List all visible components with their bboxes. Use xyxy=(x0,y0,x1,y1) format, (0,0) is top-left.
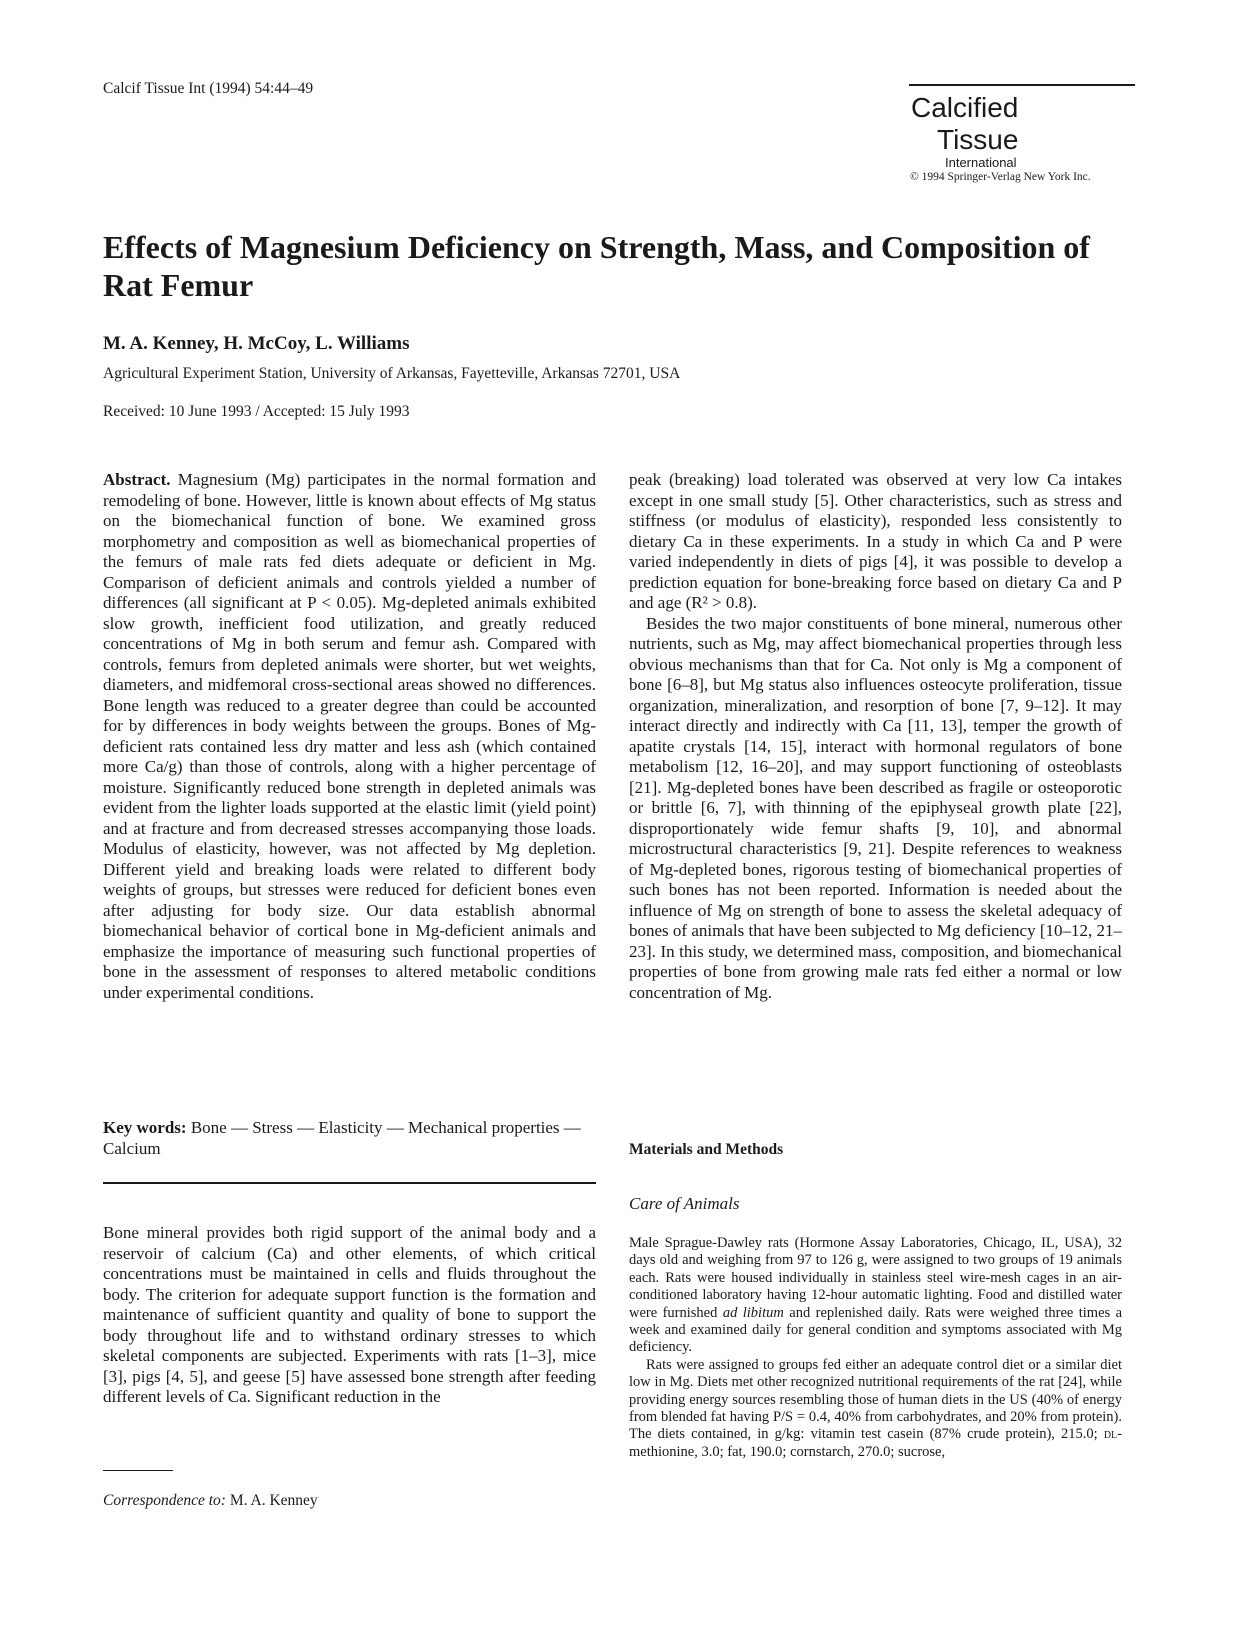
abstract-label: Abstract. xyxy=(103,470,171,489)
intro-continued-paragraph-1: peak (breaking) load tolerated was observed at very low Ca intakes except in one small study [5]. Other characteristics, such as stress and stiffness (or modulus of elasticity), responded less consistently to dietary Ca in these experiments. In a study in which Ca and P were varied independently in diets of pigs [4], it was possible to develop a prediction equation for bone-breaking force based on dietary Ca and P and age (R² > 0.8). xyxy=(629,470,1122,612)
methods-p1-text-a: Male Sprague-Dawley rats (Hormone Assay Laboratories, Chicago, IL, USA), 32 days old and weighing from 97 to 126 g, were assigned to two groups of 19 animals each. Rats were housed individually in stainless steel wire-mesh cages in an air-conditioned laboratory having 12-hour automatic lighting. Food and distilled water were furnished xyxy=(629,1235,1122,1321)
journal-name-calcified: Calcified xyxy=(911,92,1019,123)
journal-name-tissue: Tissue xyxy=(937,124,1019,155)
journal-name-international: International xyxy=(945,155,1017,170)
article-title: Effects of Magnesium Deficiency on Strength, Mass, and Composition of Rat Femur xyxy=(103,229,1090,303)
methods-paragraph-1 xyxy=(629,1235,1122,1357)
introduction-paragraph: Bone mineral provides both rigid support of the animal body and a reservoir of calcium (Ca) and other elements, of which critical concentrations must be maintained in cells and fluids throughout the body. The criterion for adequate support function is the formation and maintenance of sufficient quantity and quality of bone to support the body throughout life and to withstand ordinary stresses to which skeletal components are subjected. Experiments with rats [1–3], mice [3], pigs [4, 5], and geese [5] have assessed bone strength after feeding different levels of Ca. Significant reduction in the xyxy=(103,1223,596,1406)
keywords-label: Key words: xyxy=(103,1118,187,1137)
introduction-section xyxy=(103,1223,596,1408)
footnote-rule xyxy=(103,1470,173,1471)
received-accepted-dates: Received: 10 June 1993 / Accepted: 15 July 1993 xyxy=(103,403,410,420)
abstract-text: Magnesium (Mg) participates in the normal formation and remodeling of bone. However, little is known about effects of Mg status on the biomechanical function of bone. We examined gross morphometry and composition as well as biomechanical properties of the femurs of male rats fed diets adequate or deficient in Mg. Comparison of deficient animals and controls yielded a number of differences (all significant at P < 0.05). Mg-depleted animals exhibited slow growth, inefficient food utilization, and greatly reduced concentrations of Mg in both serum and femur ash. Compared with controls, femurs from depleted animals were shorter, but wet weights, diameters, and midfemoral cross-sectional areas showed no differences. Bone length was reduced to a greater degree than could be accounted for by differences in body weights between the groups. Bones of Mg-deficient rats contained less dry matter and less ash (which contained more Ca/g) than those of controls, along with a higher percentage of moisture. Significantly reduced bone strength in depleted animals was evident from the lighter loads supported at the elastic limit (yield point) and at fracture and from decreased stresses accompanying those loads. Modulus of elasticity, however, was not affected by Mg depletion. Different yield and breaking loads were related to different body weights of groups, but stresses were reduced for deficient bones even after adjusting for body size. Our data establish abnormal biomechanical behavior of cortical bone in Mg-deficient animals and emphasize the importance of measuring such functional properties of bone in the assessment of responses to altered metabolic conditions under experimental conditions. xyxy=(103,470,596,1002)
abstract-paragraph xyxy=(103,470,596,1003)
methods-p2-text-b: -methionine, 3.0; fat, 190.0; cornstarch, 270.0; sucrose, xyxy=(629,1426,1122,1460)
methods-p2-text-a: Rats were assigned to groups fed either an adequate control diet or a similar diet low in Mg. Diets met other recognized nutritional requirements of the rat [24], while providing energy sources resembling those of human diets in the US (40% of energy from blended fat having P/S = 0.4, 40% from carbohydrates, and 20% from protein). The diets contained, in g/kg: vitamin test casein (87% crude protein), 215.0; xyxy=(629,1356,1122,1443)
correspondence-footnote xyxy=(103,1492,318,1510)
subsection-heading-care-of-animals: Care of Animals xyxy=(629,1194,740,1213)
keywords-paragraph xyxy=(103,1118,596,1159)
methods-paragraph-2 xyxy=(629,1357,1122,1461)
author-list: M. A. Kenney, H. McCoy, L. Williams xyxy=(103,333,410,354)
journal-rule xyxy=(909,84,1135,86)
author-affiliation: Agricultural Experiment Station, University of Arkansas, Fayetteville, Arkansas 72701, USA xyxy=(103,365,681,382)
copyright-notice: © 1994 Springer-Verlag New York Inc. xyxy=(910,171,1091,183)
methods-p2-smallcaps: dl xyxy=(1103,1426,1118,1443)
methods-section xyxy=(629,1235,1122,1461)
abstract-section xyxy=(103,470,596,1003)
keywords-section xyxy=(103,1118,596,1159)
section-heading-materials-methods: Materials and Methods xyxy=(629,1141,784,1158)
abstract-divider xyxy=(103,1182,596,1184)
keywords-text: Bone — Stress — Elasticity — Mechanical properties — Calcium xyxy=(103,1118,581,1158)
correspondence-name: M. A. Kenney xyxy=(229,1492,318,1509)
journal-citation: Calcif Tissue Int (1994) 54:44–49 xyxy=(103,80,314,97)
methods-p1-text-b: and replenished daily. Rats were weighed three times a week and examined daily for general condition and symptoms associated with Mg deficiency. xyxy=(629,1304,1123,1356)
correspondence-label: Correspondence to: xyxy=(103,1492,226,1509)
introduction-continued xyxy=(629,470,1122,1003)
intro-continued-paragraph-2: Besides the two major constituents of bone mineral, numerous other nutrients, such as Mg, may affect biomechanical properties through less obvious mechanisms than that for Ca. Not only is Mg a component of bone [6–8], but Mg status also influences osteocyte proliferation, tissue organization, mineralization, and resorption of bone [7, 9–12]. It may interact directly and indirectly with Ca [11, 13], temper the growth of apatite crystals [14, 15], interact with hormonal regulators of bone metabolism [12, 16–20], and may support functioning of osteoblasts [21]. Mg-depleted bones have been described as fragile or osteoporotic or brittle [6, 7], with thinning of the epiphyseal growth plate [22], disproportionately wide femur shafts [9, 10], and abnormal microstructural characteristics [9, 21]. Despite references to weakness of Mg-depleted bones, rigorous testing of biomechanical properties of such bones has not been reported. Information is needed about the influence of Mg on strength of bone to assess the skeletal adequacy of bones of animals that have been subjected to Mg deficiency [10–12, 21–23]. In this study, we determined mass, composition, and biomechanical properties of bone from growing male rats fed either a normal or low concentration of Mg. xyxy=(629,613,1122,1002)
methods-p1-italic: ad libitum xyxy=(722,1304,784,1321)
